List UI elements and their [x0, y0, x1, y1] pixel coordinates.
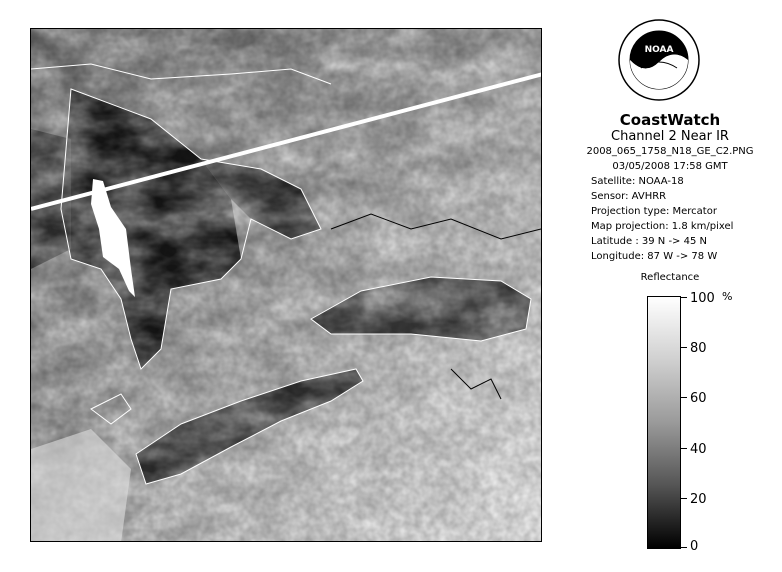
datetime: 03/05/2008 17:58 GMT	[612, 161, 728, 172]
colorbar-tick-label: 80	[690, 341, 707, 356]
colorbar-tick	[681, 448, 687, 449]
sensor: Sensor: AVHRR	[591, 191, 667, 202]
info-panel	[566, 112, 774, 264]
satellite: Satellite: NOAA-18	[591, 176, 684, 187]
noaa-logo	[617, 18, 701, 102]
subtitle: Channel 2 Near IR	[611, 129, 729, 144]
colorbar-unit: %	[722, 290, 733, 303]
colorbar-tick	[681, 397, 687, 398]
latitude: Latitude : 39 N -> 45 N	[591, 236, 707, 247]
colorbar-tick-label: 40	[690, 442, 707, 457]
colorbar	[647, 296, 681, 549]
map-projection: Map projection: 1.8 km/pixel	[591, 221, 734, 232]
filename: 2008_065_1758_N18_GE_C2.PNG	[586, 146, 754, 157]
colorbar-tick	[681, 547, 687, 548]
svg-text:NOAA: NOAA	[644, 45, 674, 55]
noaa-logo-svg	[617, 18, 701, 102]
colorbar-tick-label: 20	[690, 492, 707, 507]
title: CoastWatch	[619, 111, 721, 129]
colorbar-label: Reflectance	[640, 272, 700, 283]
colorbar-tick-label: 60	[690, 391, 707, 406]
colorbar-tick-label: 100	[690, 291, 715, 306]
colorbar-tick-label: 0	[690, 539, 699, 554]
satellite-image	[30, 28, 542, 542]
colorbar-tick	[681, 297, 687, 298]
satellite-map-svg	[31, 29, 542, 542]
projection-type: Projection type: Mercator	[591, 206, 717, 217]
colorbar-tick	[681, 498, 687, 499]
longitude: Longitude: 87 W -> 78 W	[591, 251, 718, 262]
colorbar-tick	[681, 347, 687, 348]
